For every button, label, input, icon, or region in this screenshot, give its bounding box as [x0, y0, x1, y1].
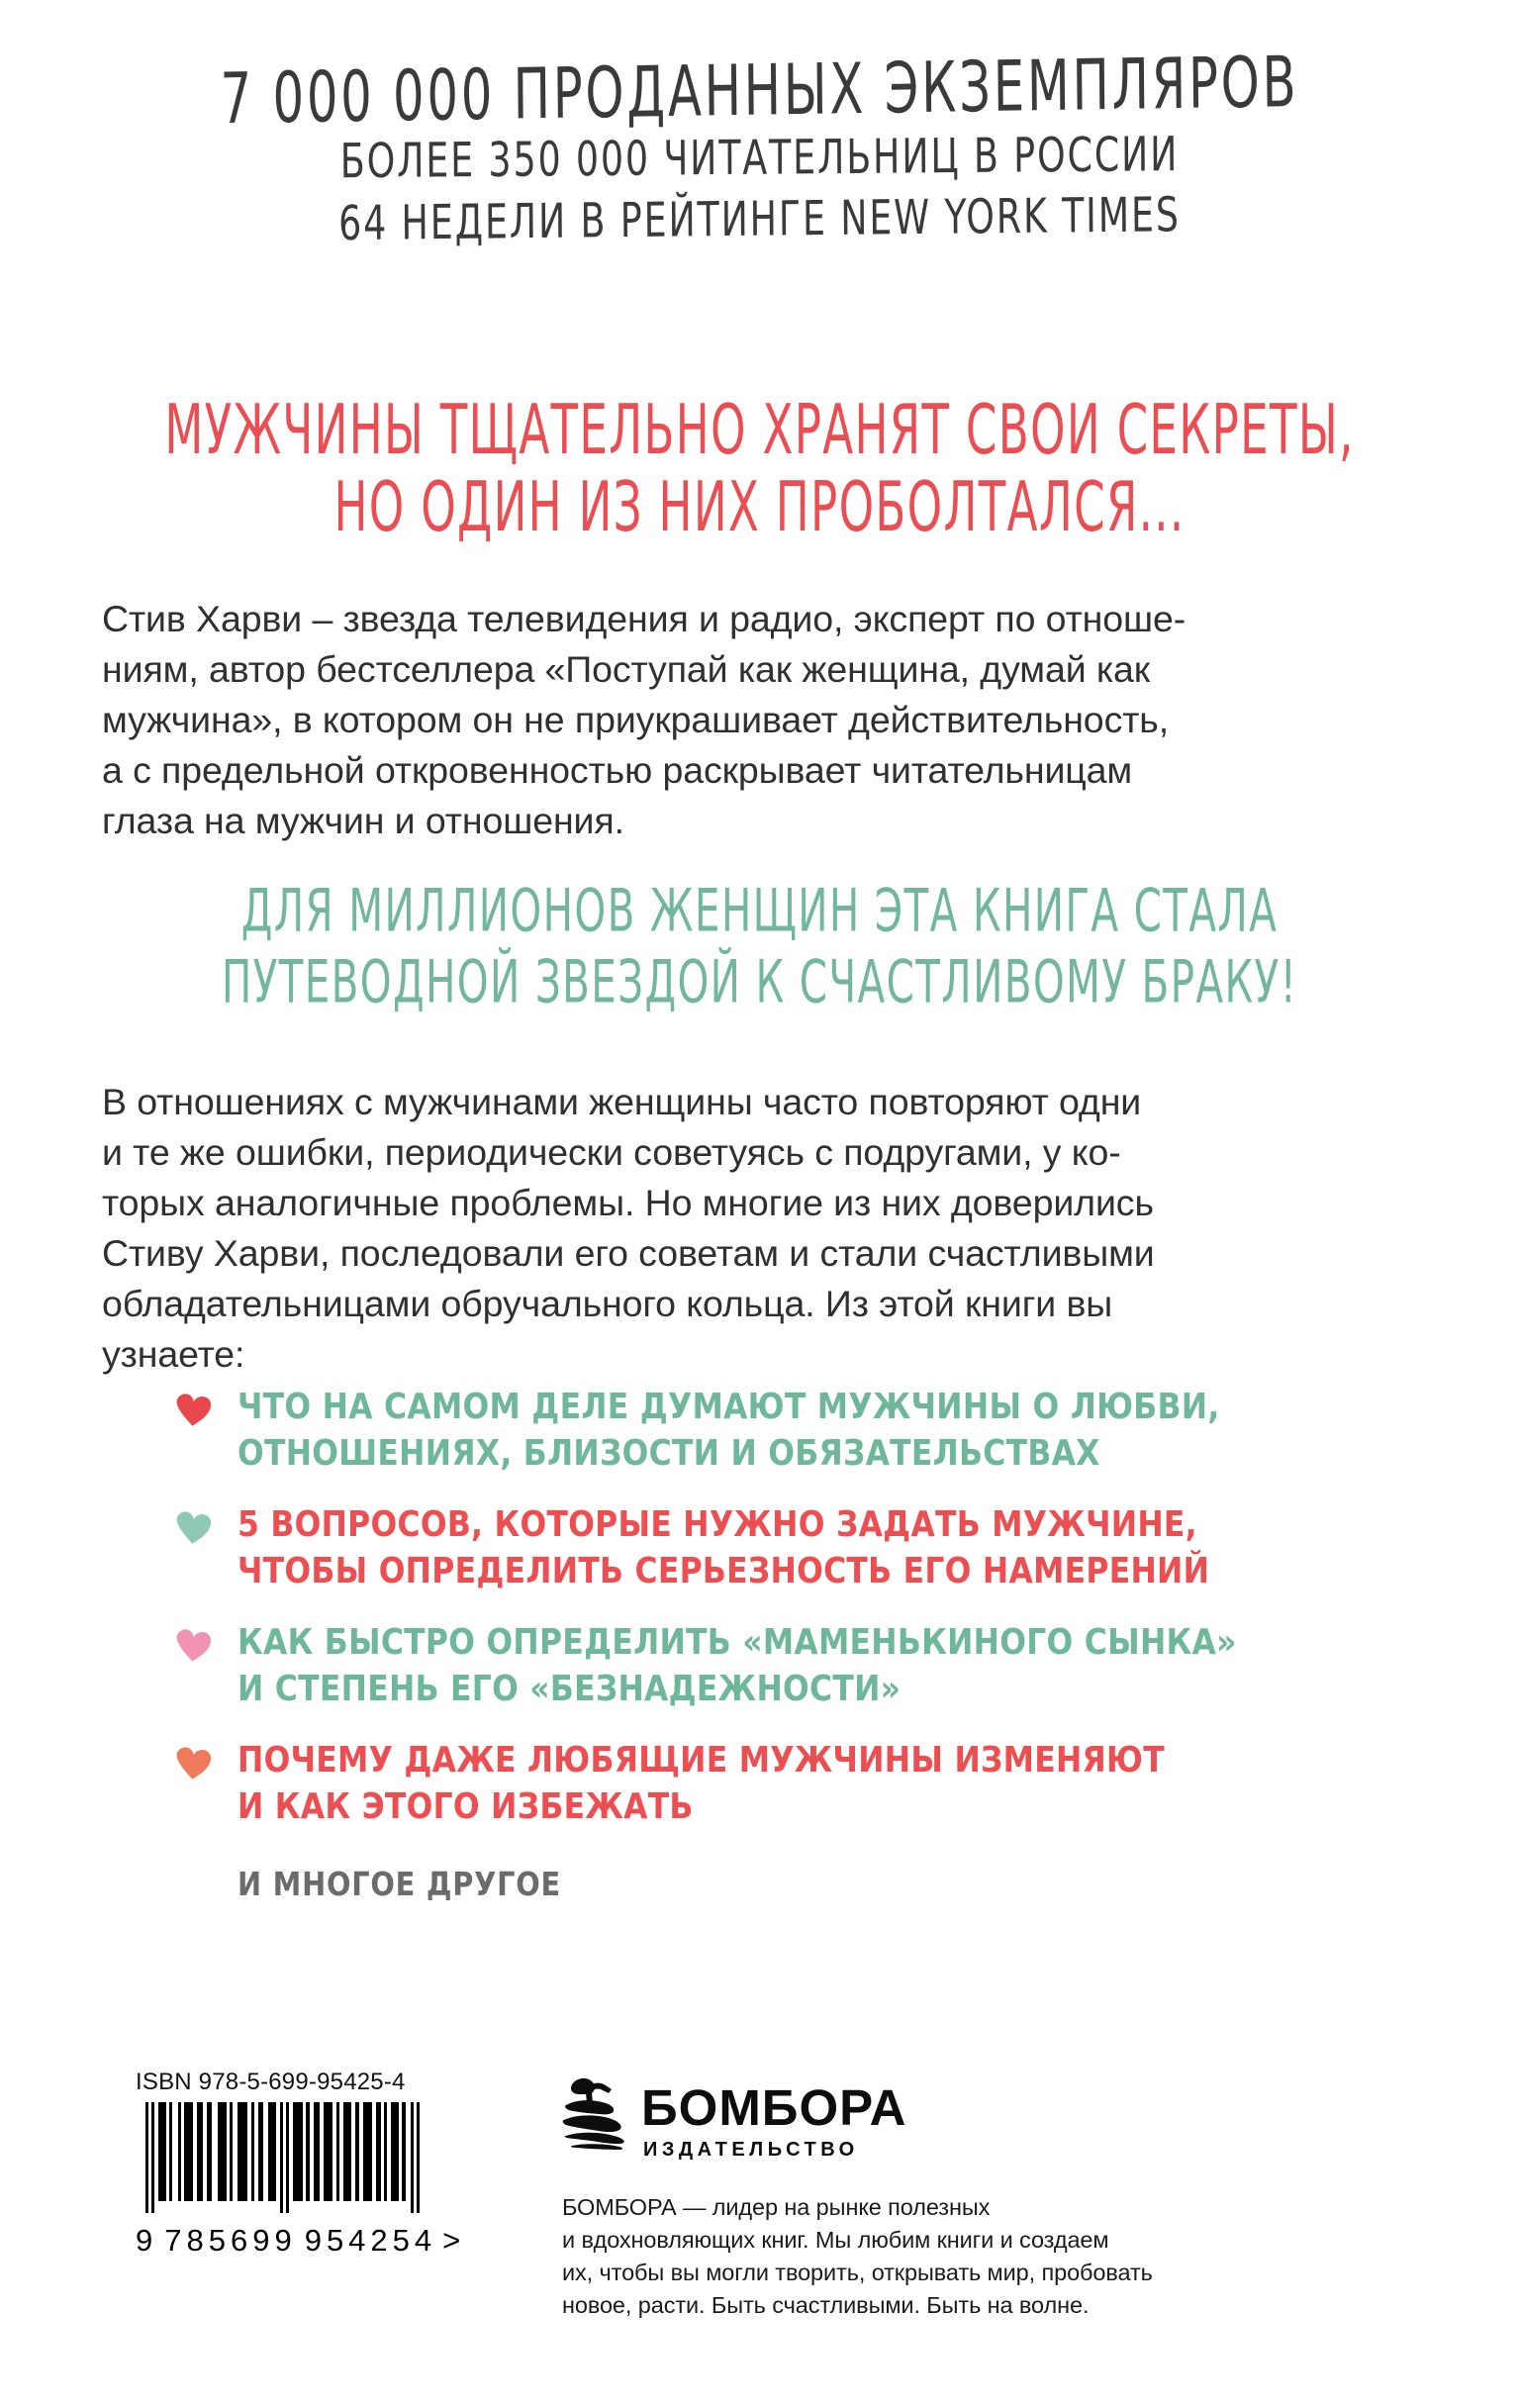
second-paragraph-line-5: обладательницами обручального кольца. Из этой книги вы [102, 1283, 1113, 1324]
list-item-text [237, 1619, 1328, 1712]
sub-headline-line-1: ДЛЯ МИЛЛИОНОВ ЖЕНЩИН ЭТА КНИГА СТАЛА [240, 876, 1279, 945]
publisher-blurb-line-4: новое, расти. Быть счастливыми. Быть на волне. [562, 2292, 1090, 2318]
awards-block [0, 42, 1519, 252]
sub-headline-line-2: ПУТЕВОДНОЙ ЗВЕЗДОЙ К СЧАСТЛИВОМУ БРАКУ! [221, 947, 1298, 1016]
list-item-line-1: ПОЧЕМУ ДАЖЕ ЛЮБЯЩИЕ МУЖЧИНЫ ИЗМЕНЯЮТ [237, 1740, 1165, 1781]
intro-paragraph-line-3: мужчина», в котором он не приукрашивает действительность, [102, 699, 1170, 740]
barcode-block [136, 2069, 463, 2259]
barcode-group-1: 785699 [164, 2223, 297, 2258]
main-headline-line-1: МУЖЧИНЫ ТЩАТЕЛЬНО ХРАНЯТ СВОИ СЕКРЕТЫ, [164, 390, 1355, 471]
benefits-list [174, 1384, 1362, 1906]
second-paragraph-line-1: В отношениях с мужчинами женщины часто повторяют одни [102, 1081, 1142, 1122]
wave-surfer-icon [562, 2074, 627, 2152]
heart-icon [174, 1510, 218, 1546]
list-item-line-1: ЧТО НА САМОМ ДЕЛЕ ДУМАЮТ МУЖЧИНЫ О ЛЮБВИ, [237, 1387, 1220, 1427]
barcode-suffix: > [442, 2223, 463, 2258]
publisher-wordmark [641, 2069, 907, 2162]
heart-icon [174, 1628, 218, 1664]
awards-line-readers-russia: БОЛЕЕ 350 000 ЧИТАТЕЛЬНИЦ В РОССИИ [339, 127, 1180, 190]
list-item [174, 1737, 1362, 1830]
main-headline [0, 392, 1519, 546]
publisher-blurb-line-3: их, чтобы вы могли творить, открывать мир, пробовать [562, 2260, 1153, 2285]
publisher-blurb [562, 2191, 1255, 2322]
second-paragraph-line-6: узнаете: [102, 1333, 245, 1375]
intro-paragraph-line-1: Стив Харви – звезда телевидения и радио, эксперт по отноше- [102, 598, 1187, 639]
publisher-name: БОМБОРА [641, 2079, 907, 2136]
main-headline-line-2: НО ОДИН ИЗ НИХ ПРОБОЛТАЛСЯ... [333, 467, 1186, 548]
barcode-group-2: 954254 [304, 2223, 437, 2258]
intro-paragraph-line-5: глаза на мужчин и отношения. [102, 800, 624, 841]
list-item-line-2: ЧТОБЫ ОПРЕДЕЛИТЬ СЕРЬЕЗНОСТЬ ЕГО НАМЕРЕНИЙ [237, 1551, 1210, 1591]
publisher-subtitle: ИЗДАТЕЛЬСТВО [643, 2139, 859, 2161]
list-item [174, 1501, 1362, 1594]
isbn-text: ISBN 978-5-699-95425-4 [136, 2069, 406, 2095]
awards-line-nyt-ranking: 64 НЕДЕЛИ В РЕЙТИНГЕ NEW YORK TIMES [337, 187, 1182, 252]
second-paragraph-line-2: и те же ошибки, периодически советуясь с подругами, у ко- [102, 1131, 1121, 1173]
and-much-more-text: И МНОГОЕ ДРУГОЕ [237, 1865, 561, 1903]
barcode-image [136, 2102, 430, 2225]
second-paragraph [102, 1077, 1424, 1380]
barcode-digits [136, 2223, 463, 2259]
list-item-line-2: И КАК ЭТОГО ИЗБЕЖАТЬ [237, 1786, 694, 1827]
list-item-line-2: ОТНОШЕНИЯХ, БЛИЗОСТИ И ОБЯЗАТЕЛЬСТВАХ [237, 1433, 1100, 1474]
list-item-text [237, 1384, 1328, 1477]
heart-icon [174, 1393, 218, 1428]
list-item-line-2: И СТЕПЕНЬ ЕГО «БЕЗНАДЕЖНОСТИ» [237, 1669, 902, 1709]
list-item-line-1: КАК БЫСТРО ОПРЕДЕЛИТЬ «МАМЕНЬКИНОГО СЫНКА» [237, 1622, 1237, 1663]
list-item-text [237, 1737, 1328, 1830]
list-item [174, 1619, 1362, 1712]
publisher-block [562, 2069, 1294, 2322]
list-item-line-1: 5 ВОПРОСОВ, КОТОРЫЕ НУЖНО ЗАДАТЬ МУЖЧИНЕ, [237, 1504, 1197, 1545]
publisher-blurb-line-2: и вдохновляющих книг. Мы любим книги и создаем [562, 2227, 1109, 2253]
sub-headline [0, 875, 1519, 1017]
heart-icon [174, 1746, 218, 1782]
publisher-blurb-line-1: БОМБОРА — лидер на рынке полезных [562, 2194, 991, 2220]
awards-line-copies-sold: 7 000 000 ПРОДАННЫХ ЭКЗЕМПЛЯРОВ [220, 42, 1299, 141]
barcode-digit-first: 9 [136, 2223, 155, 2258]
list-item [174, 1384, 1362, 1477]
second-paragraph-line-3: торых аналогичные проблемы. Но многие из них доверились [102, 1182, 1154, 1223]
intro-paragraph-line-4: а с предельной откровенностью раскрывает читательницам [102, 749, 1133, 791]
second-paragraph-line-4: Стиву Харви, последовали его советам и стали счастливыми [102, 1232, 1155, 1274]
intro-paragraph-line-2: ниям, автор бестселлера «Поступай как женщина, думай как [102, 648, 1151, 690]
intro-paragraph [102, 594, 1424, 846]
publisher-logo [562, 2069, 1294, 2162]
list-item-text [237, 1501, 1328, 1594]
